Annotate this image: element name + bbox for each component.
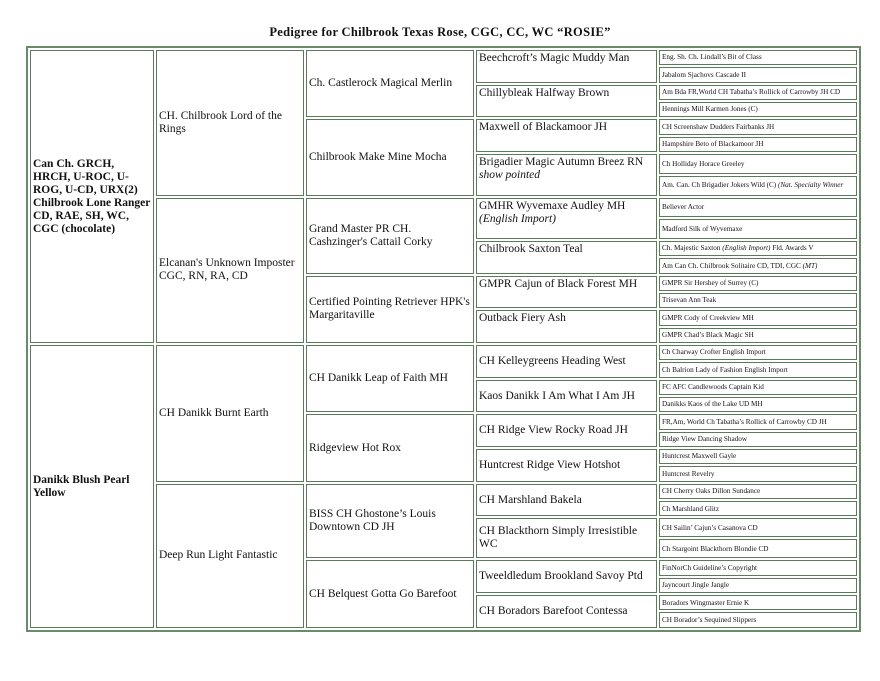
dam-cell: Danikk Blush Pearl Yellow — [30, 345, 154, 628]
g5-cell-4: Hennings Mill Karmen Jones (C) — [659, 102, 857, 117]
g5-cell-11-tail: Fld. Awards V — [772, 244, 814, 253]
sssd-cell: Chillybleak Halfway Brown — [476, 85, 657, 118]
g5-cell-22: Ridge View Dancing Shadow — [659, 432, 857, 447]
ddd-cell: CH Belquest Gotta Go Barefoot — [306, 560, 474, 628]
g5-cell-19: FC AFC Candlewoods Captain Kid — [659, 380, 857, 395]
ddss-cell: CH Marshland Bakela — [476, 484, 657, 517]
g5-cell-25: CH Cherry Oaks Dillon Sundance — [659, 484, 857, 499]
g5-cell-8-name: Am. Can. Ch Brigadier Jokers Wild (C) — [662, 181, 777, 190]
pedigree-table — [26, 46, 861, 632]
sdss-name: GMHR Wyvemaxe Audley MH — [479, 199, 626, 212]
g5-cell-16: GMPR Chad’s Black Magic SH — [659, 328, 857, 343]
g5-cell-10: Madford Silk of Wyvemaxe — [659, 219, 857, 239]
g5-cell-30: Jayncourt Jingle Jangle — [659, 578, 857, 593]
ddsd-cell: CH Blackthorn Simply Irresistible WC — [476, 518, 657, 558]
g5-cell-26: Ch Marshland Glitz — [659, 501, 857, 516]
g5-cell-7: Ch Holliday Horace Greeley — [659, 154, 857, 174]
g5-cell-12-note: (MT) — [802, 261, 818, 270]
dds-cell: BISS CH Ghostone’s Louis Downtown CD JH — [306, 484, 474, 559]
g5-cell-2: Jabalom Sjachovs Cascade II — [659, 67, 857, 82]
g5-cell-6: Hampshire Beto of Blackamoor JH — [659, 137, 857, 152]
g5-cell-20: Danikks Kaos of the Lake UD MH — [659, 397, 857, 412]
sire-cell: Can Ch. GRCH, HRCH, U-ROC, U-ROG, U-CD, URX(2) Chilbrook Lone Ranger CD, RAE, SH, WC, CGC (chocolate) — [30, 50, 154, 343]
g5-cell-1: Eng. Sh. Ch. Lindall’s Bit of Class — [659, 50, 857, 65]
dsd-cell: Ridgeview Hot Rox — [306, 414, 474, 481]
g5-cell-17: Ch Charway Crofter English Import — [659, 345, 857, 360]
dsdd-cell: Huntcrest Ridge View Hotshot — [476, 449, 657, 482]
g5-cell-11-note: (English Import) — [722, 244, 771, 253]
sdss-note: (English Import) — [479, 212, 556, 225]
g5-cell-27: CH Sailin’ Cajun’s Casanova CD — [659, 518, 857, 537]
sddd-cell: Outback Fiery Ash — [476, 310, 657, 343]
sds-cell: Grand Master PR CH. Cashzinger's Cattail Corky — [306, 198, 474, 274]
g5-cell-8-note: (Nat. Specialty Winner — [777, 181, 844, 190]
sss-cell: Ch. Castlerock Magical Merlin — [306, 50, 474, 117]
g5-cell-3: Am Bda FR,World CH Tabatha’s Rollick of Carrowby JH CD — [659, 85, 857, 100]
dam-sire-cell: CH Danikk Burnt Earth — [156, 345, 304, 482]
dsds-cell: CH Ridge View Rocky Road JH — [476, 414, 657, 447]
dsss-cell: CH Kelleygreens Heading West — [476, 345, 657, 378]
g5-cell-12-name: Am Can Ch. Chilbrook Solitaire CD, TDI, CGC — [662, 261, 801, 270]
g5-cell-28: Ch Stargoint Blackthorn Blondie CD — [659, 539, 857, 558]
ssss-cell: Beechcroft’s Magic Muddy Man — [476, 50, 657, 83]
ssd-cell: Chilbrook Make Mine Mocha — [306, 119, 474, 195]
sire-sire-cell: CH. Chilbrook Lord of the Rings — [156, 50, 304, 196]
sdss-cell — [476, 198, 657, 239]
g5-cell-24: Huntcrest Revelry — [659, 466, 857, 481]
dam-dam-cell: Deep Run Light Fantastic — [156, 484, 304, 628]
g5-cell-11-name: Ch. Majestic Saxton — [662, 244, 721, 253]
page-title: Pedigree for Chilbrook Texas Rose, CGC, CC, WC “ROSIE” — [269, 25, 611, 39]
g5-cell-29: FinNorCh Guideline’s Copyright — [659, 560, 857, 575]
g5-cell-12 — [659, 258, 857, 273]
g5-cell-32: CH Borador’s Sequined Slippers — [659, 612, 857, 628]
dddd-cell: CH Boradors Barefoot Contessa — [476, 595, 657, 628]
ddds-cell: Tweeldledum Brookland Savoy Ptd — [476, 560, 657, 593]
g5-cell-5: CH Screenshaw Dudders Fairbanks JH — [659, 119, 857, 134]
g5-cell-23: Huntcrest Maxwell Gayle — [659, 449, 857, 464]
ssdd-cell — [476, 154, 657, 195]
ssdd-note: show pointed — [479, 169, 541, 182]
ssdd-name: Brigadier Magic Autumn Breez RN — [479, 156, 644, 169]
ssds-cell: Maxwell of Blackamoor JH — [476, 119, 657, 152]
g5-cell-11 — [659, 241, 857, 256]
g5-cell-31: Boradors Wingmaster Ernie K — [659, 595, 857, 610]
sdsd-cell: Chilbrook Saxton Teal — [476, 241, 657, 274]
g5-cell-15: GMPR Cody of Creekview MH — [659, 310, 857, 325]
dssd-cell: Kaos Danikk I Am What I Am JH — [476, 380, 657, 413]
g5-cell-9: Believer Actor — [659, 198, 857, 218]
sdds-cell: GMPR Cajun of Black Forest MH — [476, 276, 657, 309]
g5-cell-8 — [659, 176, 857, 196]
sdd-cell: Certified Pointing Retriever HPK's Margaritaville — [306, 276, 474, 343]
g5-cell-13: GMPR Sir Hershey of Surrey (C) — [659, 276, 857, 291]
dss-cell: CH Danikk Leap of Faith MH — [306, 345, 474, 412]
g5-cell-18: Ch Balrion Lady of Fashion English Import — [659, 362, 857, 377]
g5-cell-21: FR,Am, World Ch Tabatha’s Rollick of Carrowby CD JH — [659, 414, 857, 429]
sire-dam-cell: Elcanan's Unknown Imposter CGC, RN, RA, CD — [156, 198, 304, 344]
g5-cell-14: Trisevan Ann Teak — [659, 293, 857, 308]
